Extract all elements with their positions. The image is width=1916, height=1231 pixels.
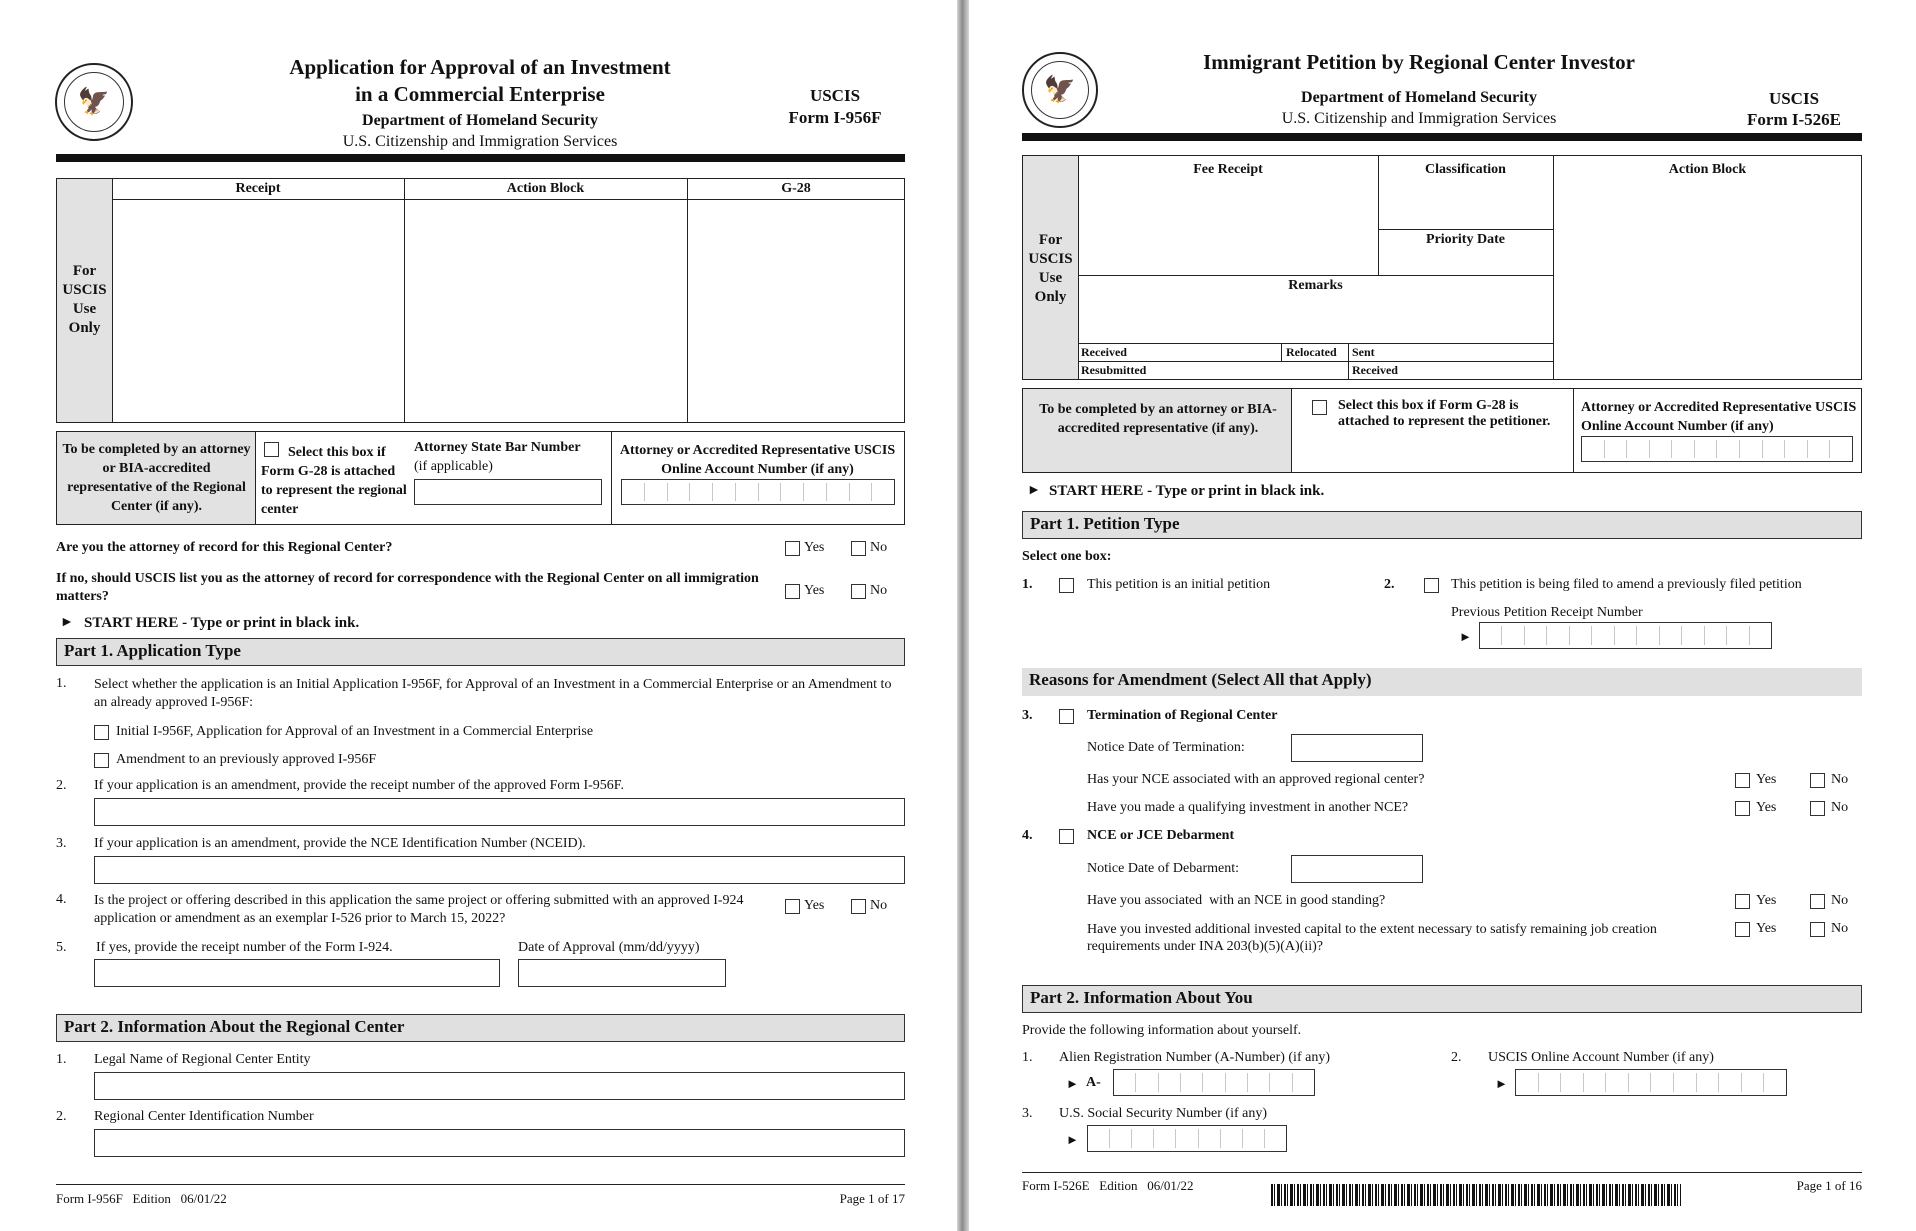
g28-attached-checkbox[interactable] bbox=[1312, 400, 1327, 415]
dhs-seal-icon: 🦅 bbox=[55, 63, 133, 141]
initial-application-label: Initial I-956F, Application for Approval of an Investment in a Commercial Enterprise bbox=[116, 724, 594, 739]
part2-header: Part 2. Information About You bbox=[1022, 985, 1862, 1013]
notice-debarment-input[interactable] bbox=[1291, 855, 1423, 883]
part2-header: Part 2. Information About the Regional Center bbox=[56, 1014, 905, 1042]
ssn-arrow-icon: ► bbox=[1066, 1132, 1079, 1147]
footer-page-number: Page 1 of 16 bbox=[1796, 1178, 1862, 1193]
provide-info-text: Provide the following information about yourself. bbox=[1022, 1023, 1302, 1038]
good-standing-no-checkbox[interactable] bbox=[1810, 894, 1825, 909]
invested-no-label: No bbox=[1831, 921, 1849, 936]
footer-rule bbox=[1022, 1172, 1862, 1173]
form-title: Immigrant Petition by Regional Center Investor bbox=[1203, 50, 1635, 74]
notice-termination-input[interactable] bbox=[1291, 734, 1423, 762]
approved-receipt-number-input[interactable] bbox=[94, 798, 905, 826]
nce-assoc-no-label: No bbox=[1831, 772, 1849, 787]
account-number-label: Attorney or Accredited Representative USCIS Online Account Number (if any) bbox=[1581, 400, 1857, 434]
relocated-label: Relocated bbox=[1286, 345, 1337, 359]
termination-checkbox[interactable] bbox=[1059, 709, 1074, 724]
item5-number: 5. bbox=[56, 940, 67, 955]
bar-number-label: Attorney State Bar Number bbox=[414, 440, 581, 455]
nce-assoc-no-checkbox[interactable] bbox=[1810, 773, 1825, 788]
record-yes-label: Yes bbox=[804, 540, 825, 555]
ssn-input[interactable] bbox=[1087, 1125, 1287, 1152]
start-here-arrow-icon: ► bbox=[1027, 483, 1041, 498]
bar-number-input[interactable] bbox=[414, 479, 602, 505]
same-project-no-checkbox[interactable] bbox=[851, 899, 866, 914]
r4-number: 4. bbox=[1022, 828, 1033, 843]
online-account-input[interactable] bbox=[1515, 1069, 1787, 1096]
header-rule bbox=[56, 154, 905, 162]
reasons-header: Reasons for Amendment (Select All that Apply) bbox=[1022, 668, 1862, 696]
qual-inv-yes-label: Yes bbox=[1756, 800, 1777, 815]
item3-number: 3. bbox=[56, 836, 67, 851]
record-no-checkbox[interactable] bbox=[851, 541, 866, 556]
invested-no-checkbox[interactable] bbox=[1810, 922, 1825, 937]
nce-assoc-question: Has your NCE associated with an approved regional center? bbox=[1087, 772, 1425, 787]
p2-item2-number: 2. bbox=[56, 1109, 67, 1124]
online-account-label: USCIS Online Account Number (if any) bbox=[1488, 1050, 1714, 1065]
same-project-yes-label: Yes bbox=[804, 898, 825, 913]
amend-petition-label: This petition is being filed to amend a previously filed petition bbox=[1451, 577, 1802, 592]
p1-item2-number: 2. bbox=[1384, 577, 1395, 592]
list-yes-checkbox[interactable] bbox=[785, 584, 800, 599]
resubmitted-label: Resubmitted bbox=[1081, 363, 1147, 377]
initial-petition-label: This petition is an initial petition bbox=[1087, 577, 1271, 592]
uscis-use-block bbox=[56, 178, 905, 423]
page-form-i526e bbox=[969, 0, 1916, 1231]
nceid-input[interactable] bbox=[94, 856, 905, 884]
item4-number: 4. bbox=[56, 892, 67, 907]
i924-receipt-input[interactable] bbox=[94, 959, 500, 987]
amendment-checkbox[interactable] bbox=[94, 753, 109, 768]
good-standing-question: Have you associated with an NCE in good standing? bbox=[1087, 893, 1386, 908]
start-here-instruction: START HERE - Type or print in black ink. bbox=[1049, 483, 1325, 499]
form-number: Form I-956F bbox=[788, 108, 882, 127]
date-of-approval-input[interactable] bbox=[518, 959, 726, 987]
a-number-prefix: A- bbox=[1086, 1075, 1101, 1090]
received-label: Received bbox=[1081, 345, 1127, 359]
invested-capital-question: Have you invested additional invested capital to the extent necessary to satisfy remaining job creation requirements under INA 203(b)(5)(A)(ii)? bbox=[1087, 922, 1657, 954]
account-number-input[interactable] bbox=[1581, 436, 1853, 462]
item1-text: Select whether the application is an Initial Application I-956F, for Approval of an Investment in a Commercial Enterprise or an Amendment to an already approved I-956F: bbox=[94, 677, 892, 710]
g28-attached-label: Select this box if Form G-28 is attached to represent the petitioner. bbox=[1338, 398, 1551, 429]
a-number-label: Alien Registration Number (A-Number) (if any) bbox=[1059, 1050, 1330, 1065]
nce-assoc-yes-checkbox[interactable] bbox=[1735, 773, 1750, 788]
qual-inv-no-checkbox[interactable] bbox=[1810, 801, 1825, 816]
start-here-instruction: START HERE - Type or print in black ink. bbox=[84, 615, 360, 631]
header-rule bbox=[1022, 133, 1862, 141]
p2-item3-number: 3. bbox=[1022, 1106, 1033, 1121]
receipt-header: Receipt bbox=[235, 181, 281, 196]
form-title-line2: in a Commercial Enterprise bbox=[355, 82, 605, 106]
footer-page-number: Page 1 of 17 bbox=[839, 1191, 905, 1206]
prev-receipt-arrow-icon: ► bbox=[1459, 629, 1472, 644]
agency-name: Department of Homeland Security bbox=[362, 112, 598, 129]
item1-number: 1. bbox=[56, 676, 67, 691]
barcode-icon bbox=[1271, 1184, 1681, 1206]
g28-header: G-28 bbox=[781, 181, 811, 196]
r3-number: 3. bbox=[1022, 708, 1033, 723]
same-project-yes-checkbox[interactable] bbox=[785, 899, 800, 914]
date-of-approval-label: Date of Approval (mm/dd/yyyy) bbox=[518, 940, 700, 955]
uscis-use-block bbox=[1022, 155, 1862, 380]
list-attorney-question: If no, should USCIS list you as the attorney of record for correspondence with the Regional Center on all immigration matters? bbox=[56, 571, 759, 604]
dhs-seal-icon: 🦅 bbox=[1022, 52, 1098, 128]
ssn-label: U.S. Social Security Number (if any) bbox=[1059, 1106, 1268, 1121]
qualifying-investment-question: Have you made a qualifying investment in another NCE? bbox=[1087, 800, 1409, 815]
good-standing-yes-label: Yes bbox=[1756, 893, 1777, 908]
prev-receipt-input[interactable] bbox=[1479, 622, 1772, 649]
item3-text: If your application is an amendment, provide the NCE Identification Number (NCEID). bbox=[94, 836, 586, 851]
g28-attached-label: Select this box if Form G-28 is attached to represent the regional center bbox=[261, 445, 407, 517]
attorney-of-record-question: Are you the attorney of record for this Regional Center? bbox=[56, 540, 393, 555]
footer-rule bbox=[56, 1184, 905, 1185]
part1-header: Part 1. Petition Type bbox=[1022, 511, 1862, 539]
sent-label: Sent bbox=[1352, 345, 1375, 359]
uscis-label: USCIS bbox=[809, 86, 861, 105]
p2-item1-number: 1. bbox=[1022, 1050, 1033, 1065]
p1-item1-number: 1. bbox=[1022, 577, 1033, 592]
amend-petition-checkbox[interactable] bbox=[1424, 578, 1439, 593]
record-yes-checkbox[interactable] bbox=[785, 541, 800, 556]
form-title-line1: Application for Approval of an Investment bbox=[289, 55, 671, 79]
list-no-checkbox[interactable] bbox=[851, 584, 866, 599]
p2-item2-number: 2. bbox=[1451, 1050, 1462, 1065]
qual-inv-yes-checkbox[interactable] bbox=[1735, 801, 1750, 816]
priority-date-header: Priority Date bbox=[1426, 232, 1505, 247]
regional-center-name-input[interactable] bbox=[94, 1072, 905, 1100]
attorney-completed-note: To be completed by an attorney or BIA-accredited representative (if any). bbox=[1039, 402, 1277, 436]
a-number-input[interactable] bbox=[1113, 1069, 1315, 1096]
attorney-completed-note: To be completed by an attorney or BIA-accredited representative of the Regional Center (if any). bbox=[62, 442, 251, 514]
remarks-header: Remarks bbox=[1288, 278, 1343, 293]
online-account-arrow-icon: ► bbox=[1495, 1076, 1508, 1091]
uscis-use-only-label: For USCIS Use Only bbox=[1028, 232, 1073, 305]
received2-label: Received bbox=[1352, 363, 1398, 377]
item2-text: If your application is an amendment, provide the receipt number of the approved Form I-956F. bbox=[94, 778, 624, 793]
record-no-label: No bbox=[870, 540, 888, 555]
fee-receipt-header: Fee Receipt bbox=[1193, 162, 1263, 177]
termination-label: Termination of Regional Center bbox=[1087, 708, 1278, 723]
agency-name: Department of Homeland Security bbox=[1301, 89, 1537, 106]
part1-header: Part 1. Application Type bbox=[56, 638, 905, 666]
bar-number-sub: (if applicable) bbox=[414, 459, 493, 474]
p2-item2-text: Regional Center Identification Number bbox=[94, 1109, 314, 1124]
initial-application-checkbox[interactable] bbox=[94, 725, 109, 740]
account-number-label: Attorney or Accredited Representative USCIS Online Account Number (if any) bbox=[619, 443, 896, 477]
subagency-name: U.S. Citizenship and Immigration Services bbox=[342, 133, 618, 150]
p2-item1-number: 1. bbox=[56, 1052, 67, 1067]
select-one-label: Select one box: bbox=[1022, 549, 1112, 564]
good-standing-yes-checkbox[interactable] bbox=[1735, 894, 1750, 909]
amendment-label: Amendment to an previously approved I-956F bbox=[116, 752, 377, 767]
form-number: Form I-526E bbox=[1747, 110, 1841, 129]
subagency-name: U.S. Citizenship and Immigration Services bbox=[1281, 110, 1557, 127]
item5-text: If yes, provide the receipt number of the Form I-924. bbox=[96, 940, 393, 955]
uscis-use-only-label: For USCIS Use Only bbox=[62, 263, 107, 336]
page-form-i956f bbox=[0, 0, 957, 1231]
good-standing-no-label: No bbox=[1831, 893, 1849, 908]
account-number-input[interactable] bbox=[621, 479, 895, 505]
item4-text: Is the project or offering described in this application the same project or offering submitted with an approved I-924 application or amendment as an exemplar I-526 prior to March 15, 2022? bbox=[94, 893, 744, 926]
uscis-label: USCIS bbox=[1768, 89, 1820, 108]
same-project-no-label: No bbox=[870, 898, 888, 913]
prev-receipt-label: Previous Petition Receipt Number bbox=[1451, 605, 1643, 620]
initial-petition-checkbox[interactable] bbox=[1059, 578, 1074, 593]
regional-center-id-input[interactable] bbox=[94, 1129, 905, 1157]
a-number-arrow-icon: ► bbox=[1066, 1076, 1079, 1091]
page-gutter bbox=[957, 0, 969, 1231]
p2-item1-text: Legal Name of Regional Center Entity bbox=[94, 1052, 311, 1067]
list-no-label: No bbox=[870, 583, 888, 598]
qual-inv-no-label: No bbox=[1831, 800, 1849, 815]
debarment-checkbox[interactable] bbox=[1059, 829, 1074, 844]
notice-debarment-label: Notice Date of Debarment: bbox=[1087, 861, 1239, 876]
footer-form-edition: Form I-956F Edition 06/01/22 bbox=[56, 1191, 227, 1206]
invested-yes-label: Yes bbox=[1756, 921, 1777, 936]
notice-termination-label: Notice Date of Termination: bbox=[1087, 740, 1245, 755]
action-block-header: Action Block bbox=[506, 181, 585, 196]
classification-header: Classification bbox=[1425, 162, 1506, 177]
item2-number: 2. bbox=[56, 778, 67, 793]
start-here-arrow-icon: ► bbox=[60, 615, 74, 630]
action-block-header: Action Block bbox=[1668, 162, 1747, 177]
list-yes-label: Yes bbox=[804, 583, 825, 598]
nce-assoc-yes-label: Yes bbox=[1756, 772, 1777, 787]
debarment-label: NCE or JCE Debarment bbox=[1087, 828, 1235, 843]
invested-yes-checkbox[interactable] bbox=[1735, 922, 1750, 937]
footer-form-edition: Form I-526E Edition 06/01/22 bbox=[1022, 1178, 1194, 1193]
